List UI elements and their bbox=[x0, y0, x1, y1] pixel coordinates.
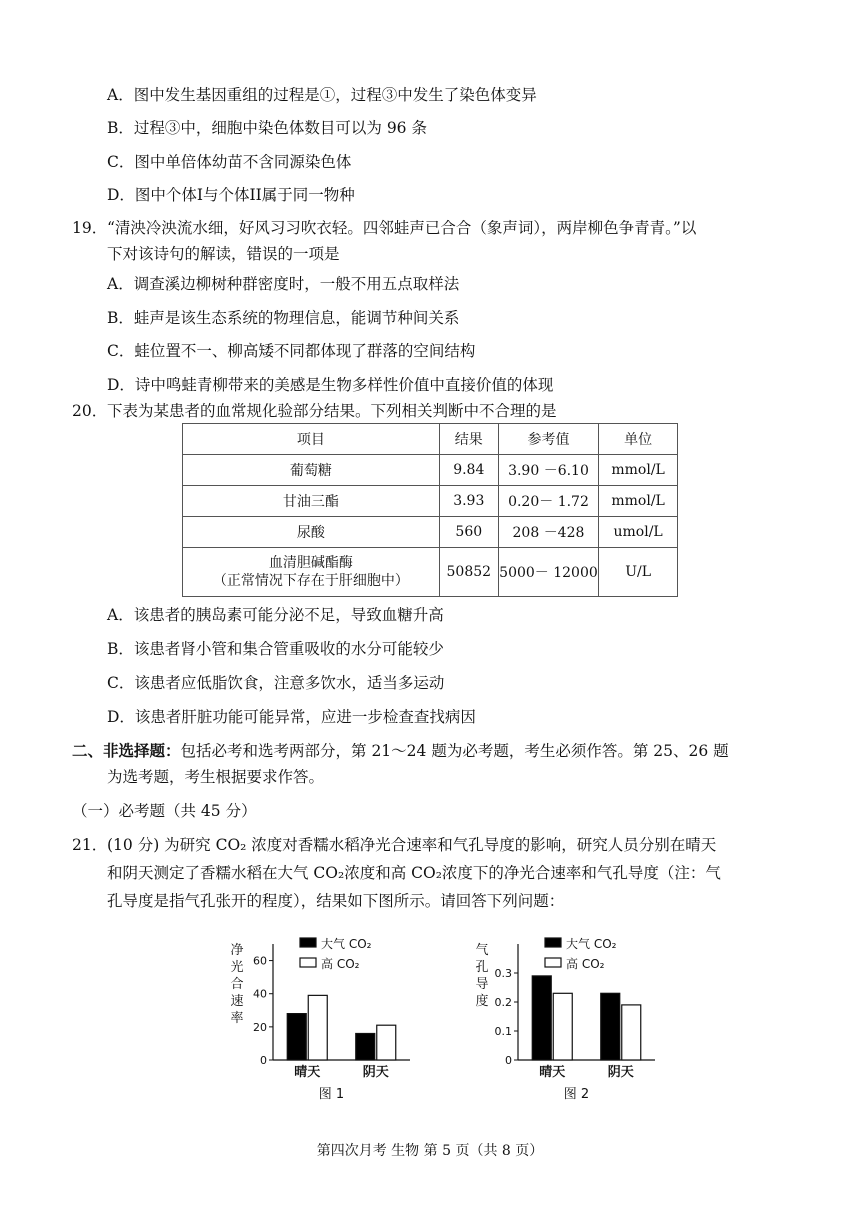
legend-swatch bbox=[545, 958, 561, 967]
y-tick-label: 40 bbox=[253, 987, 267, 1001]
x-tick-label: 晴天 bbox=[294, 1065, 321, 1080]
legend-label: 大气 CO₂ bbox=[321, 937, 372, 951]
x-tick-label: 阴天 bbox=[362, 1065, 389, 1080]
table-cell-item: 尿酸 bbox=[183, 517, 440, 548]
q20-stem: 下表为某患者的血常规化验部分结果。下列相关判断中不合理的是 bbox=[107, 402, 557, 420]
y-tick-label: 0.3 bbox=[494, 967, 512, 980]
y-tick-label: 0 bbox=[505, 1054, 512, 1067]
y-axis-label-char: 速 bbox=[230, 994, 244, 1009]
q19-option-c: C．蛙位置不一、柳高矮不同都体现了群落的空间结构 bbox=[107, 342, 476, 360]
section2-line1-rest: 包括必考和选考两部分，第 21～24 题为必考题，考生必须作答。第 25、26 题 bbox=[180, 742, 729, 760]
table-cell-item bbox=[183, 548, 440, 597]
table-row bbox=[183, 486, 678, 517]
y-axis-label-char: 气 bbox=[475, 943, 489, 958]
x-tick-label: 晴天 bbox=[539, 1065, 566, 1080]
legend-label: 大气 CO₂ bbox=[566, 937, 617, 951]
bar-high-co2 bbox=[308, 995, 327, 1060]
chart-title: 图 2 bbox=[563, 1087, 590, 1102]
table-cell-unit: mmol/L bbox=[599, 486, 678, 517]
table-header-reference: 参考值 bbox=[498, 424, 598, 455]
table-cell-item-note: （正常情况下存在于肝细胞中） bbox=[212, 573, 409, 589]
y-axis-label-char: 度 bbox=[475, 994, 489, 1009]
q18-option-d: D．图中个体I与个体II属于同一物种 bbox=[107, 186, 355, 204]
y-tick-label: 0.1 bbox=[494, 1025, 512, 1038]
table-cell-unit: umol/L bbox=[599, 517, 678, 548]
q20-option-a: A．该患者的胰岛素可能分泌不足，导致血糖升高 bbox=[107, 606, 444, 624]
table-header-item: 项目 bbox=[183, 424, 440, 455]
table-cell-result: 50852 bbox=[439, 548, 498, 597]
y-axis-label-char: 率 bbox=[230, 1011, 244, 1026]
y-axis-label-char: 净 bbox=[230, 943, 244, 958]
q20-option-c: C．该患者应低脂饮食，注意多饮水，适当多运动 bbox=[107, 674, 445, 692]
q20-option-d: D．该患者肝脏功能可能异常，应进一步检查查找病因 bbox=[107, 708, 476, 726]
q21-number: 21． bbox=[72, 836, 108, 854]
y-tick-label: 20 bbox=[253, 1020, 267, 1034]
table-header-row bbox=[183, 424, 678, 455]
q19-option-a: A．调查溪边柳树种群密度时，一般不用五点取样法 bbox=[107, 275, 460, 293]
bar-ambient-co2 bbox=[601, 993, 620, 1060]
table-cell-result: 9.84 bbox=[439, 455, 498, 486]
section2-subheading: （一）必考题（共 45 分） bbox=[72, 802, 257, 820]
q19-stem-line1: “清泱冷泱流水细，好风习习吹衣轻。四邻蛙声已合合（象声词），两岸柳色争青青。”以 bbox=[107, 219, 697, 237]
table-cell-item: 甘油三酯 bbox=[183, 486, 440, 517]
table-cell-result: 560 bbox=[439, 517, 498, 548]
table-header-unit: 单位 bbox=[599, 424, 678, 455]
table-cell-item: 葡萄糖 bbox=[183, 455, 440, 486]
y-tick-label: 0 bbox=[260, 1054, 267, 1067]
q21-line2: 和阴天测定了香糯水稻在大气 CO₂浓度和高 CO₂浓度下的净光合速率和气孔导度（注：气 bbox=[107, 864, 721, 882]
table-cell-unit: U/L bbox=[599, 548, 678, 597]
section2-title: 二、非选择题： bbox=[72, 741, 181, 760]
legend-swatch bbox=[300, 958, 316, 967]
q18-option-a: A．图中发生基因重组的过程是①，过程③中发生了染色体变异 bbox=[107, 86, 537, 104]
x-tick-label: 阴天 bbox=[607, 1065, 634, 1080]
lab-results-table bbox=[182, 423, 678, 597]
q18-option-b: B．过程③中，细胞中染色体数目可以为 96 条 bbox=[107, 119, 427, 137]
bar-high-co2 bbox=[553, 993, 572, 1060]
table-cell-reference: 208 －428 bbox=[498, 517, 598, 548]
q19-option-b: B．蛙声是该生态系统的物理信息，能调节种间关系 bbox=[107, 309, 460, 327]
table-cell-unit: mmol/L bbox=[599, 455, 678, 486]
legend-swatch bbox=[545, 938, 561, 947]
legend-label: 高 CO₂ bbox=[566, 957, 605, 971]
q18-option-c: C．图中单倍体幼苗不含同源染色体 bbox=[107, 153, 352, 171]
section2-line2: 为选考题，考生根据要求作答。 bbox=[107, 768, 325, 786]
y-axis-label-char: 导 bbox=[475, 977, 489, 992]
table-cell-result: 3.93 bbox=[439, 486, 498, 517]
y-tick-label: 60 bbox=[253, 954, 267, 968]
y-axis-label-char: 孔 bbox=[475, 960, 489, 975]
y-axis-label-char: 光 bbox=[230, 960, 244, 975]
legend-swatch bbox=[300, 938, 316, 947]
table-cell-reference: 0.20－ 1.72 bbox=[498, 486, 598, 517]
table-row bbox=[183, 548, 678, 597]
q19-option-d: D．诗中鸣蛙青柳带来的美感是生物多样性价值中直接价值的体现 bbox=[107, 376, 554, 394]
section2-line1 bbox=[72, 740, 729, 762]
q19-stem-line2: 下对该诗句的解读，错误的一项是 bbox=[107, 245, 340, 263]
q19-number: 19． bbox=[72, 219, 108, 237]
table-cell-reference: 3.90 －6.10 bbox=[498, 455, 598, 486]
q20-option-b: B．该患者肾小管和集合管重吸收的水分可能较少 bbox=[107, 640, 444, 658]
bar-high-co2 bbox=[622, 1005, 641, 1060]
table-cell-item-name: 血清胆碱酯酶 bbox=[268, 555, 353, 571]
chart-title: 图 1 bbox=[318, 1087, 345, 1102]
bar-ambient-co2 bbox=[532, 976, 551, 1060]
bar-chart-2 bbox=[470, 932, 670, 1107]
bar-chart-1 bbox=[225, 932, 425, 1107]
table-cell-reference: 5000－ 12000 bbox=[498, 548, 598, 597]
table-row bbox=[183, 517, 678, 548]
y-tick-label: 0.2 bbox=[494, 996, 512, 1009]
legend-label: 高 CO₂ bbox=[321, 957, 360, 971]
bar-ambient-co2 bbox=[287, 1014, 306, 1060]
page-footer: 第四次月考 生物 第 5 页（共 8 页） bbox=[316, 1143, 544, 1159]
q21-line1: (10 分) 为研究 CO₂ 浓度对香糯水稻净光合速率和气孔导度的影响，研究人员分别在晴天 bbox=[107, 836, 717, 854]
table-header-result: 结果 bbox=[439, 424, 498, 455]
table-row bbox=[183, 455, 678, 486]
q20-number: 20． bbox=[72, 402, 108, 420]
y-axis-label-char: 合 bbox=[230, 977, 244, 992]
bar-high-co2 bbox=[377, 1025, 396, 1060]
bar-ambient-co2 bbox=[356, 1033, 375, 1060]
q21-line3: 孔导度是指气孔张开的程度），结果如下图所示。请回答下列问题： bbox=[107, 892, 565, 910]
